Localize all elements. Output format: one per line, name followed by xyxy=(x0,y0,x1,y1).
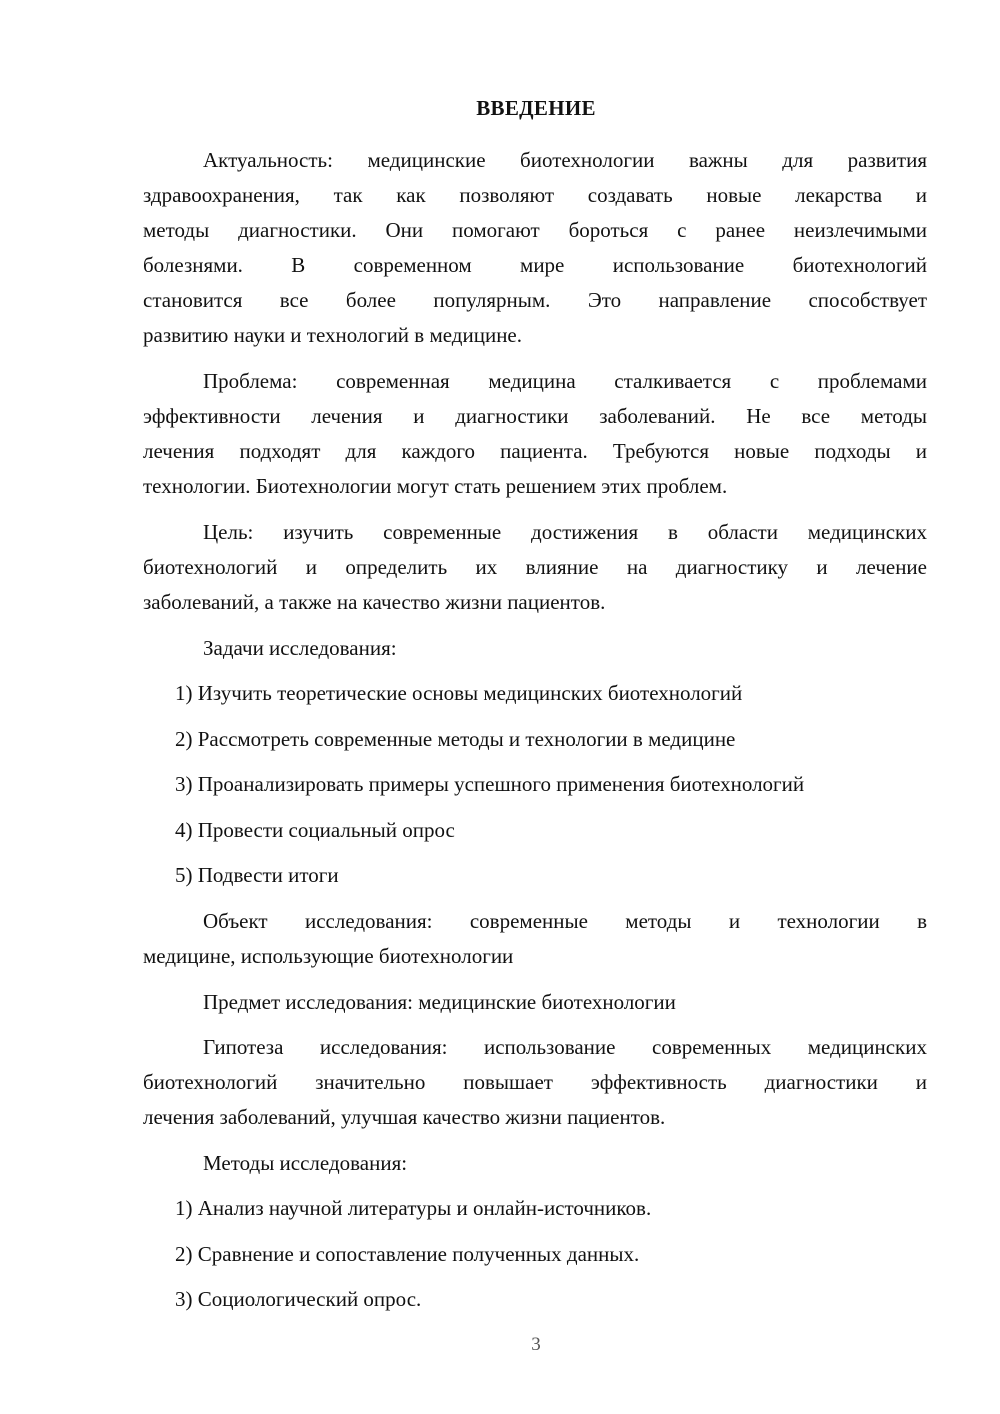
task-list-item: 1) Изучить теоретические основы медицинских биотехнологий xyxy=(175,681,743,705)
relevance-paragraph-line: развитию науки и технологий в медицине. xyxy=(143,323,523,347)
page-number: 3 xyxy=(531,1334,541,1355)
goal-paragraph-line: Цель: изучить современные достижения в области медицинских xyxy=(203,520,927,544)
task-list-item: 2) Рассмотреть современные методы и технологии в медицине xyxy=(175,727,736,751)
subject-paragraph: Предмет исследования: медицинские биотехнологии xyxy=(203,990,676,1014)
hypothesis-paragraph-line: биотехнологий значительно повышает эффективность диагностики и xyxy=(143,1070,927,1094)
task-list-item: 3) Проанализировать примеры успешного применения биотехнологий xyxy=(175,772,805,796)
relevance-paragraph-line: становится все более популярным. Это направление способствует xyxy=(143,288,927,312)
methods-heading: Методы исследования: xyxy=(203,1151,408,1175)
problem-paragraph-line: Проблема: современная медицина сталкивается с проблемами xyxy=(203,369,927,393)
relevance-paragraph-line: Актуальность: медицинские биотехнологии важны для развития xyxy=(203,148,927,172)
object-paragraph-line: медицине, использующие биотехнологии xyxy=(143,944,514,968)
method-list-item: 3) Социологический опрос. xyxy=(175,1287,422,1311)
task-list-item: 5) Подвести итоги xyxy=(175,863,339,887)
goal-paragraph-line: заболеваний, а также на качество жизни пациентов. xyxy=(143,590,606,614)
method-list-item: 2) Сравнение и сопоставление полученных данных. xyxy=(175,1242,640,1266)
relevance-paragraph-line: методы диагностики. Они помогают бороться с ранее неизлечимыми xyxy=(143,218,927,242)
hypothesis-paragraph-line: Гипотеза исследования: использование современных медицинских xyxy=(203,1035,927,1059)
goal-paragraph-line: биотехнологий и определить их влияние на диагностику и лечение xyxy=(143,555,927,579)
section-title: ВВЕДЕНИЕ xyxy=(476,96,596,120)
tasks-heading: Задачи исследования: xyxy=(203,636,397,660)
problem-paragraph-line: лечения подходят для каждого пациента. Требуются новые подходы и xyxy=(143,439,927,463)
problem-paragraph-line: эффективности лечения и диагностики заболеваний. Не все методы xyxy=(143,404,927,428)
hypothesis-paragraph-line: лечения заболеваний, улучшая качество жизни пациентов. xyxy=(143,1105,666,1129)
task-list-item: 4) Провести социальный опрос xyxy=(175,818,455,842)
object-paragraph-line: Объект исследования: современные методы и технологии в xyxy=(203,909,927,933)
method-list-item: 1) Анализ научной литературы и онлайн-источников. xyxy=(175,1196,652,1220)
relevance-paragraph-line: здравоохранения, так как позволяют создавать новые лекарства и xyxy=(143,183,927,207)
problem-paragraph-line: технологии. Биотехнологии могут стать решением этих проблем. xyxy=(143,474,728,498)
relevance-paragraph-line: болезнями. В современном мире использование биотехнологий xyxy=(143,253,927,277)
